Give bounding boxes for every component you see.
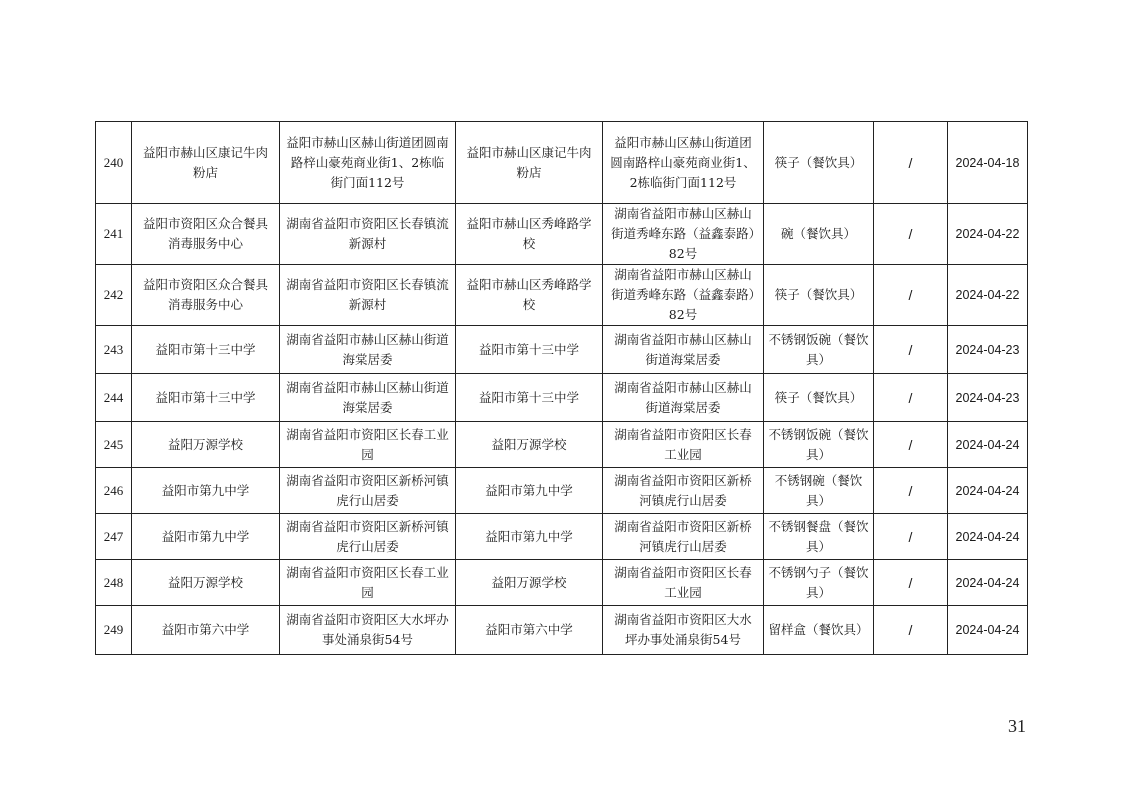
specification: / bbox=[874, 560, 948, 606]
sampled-unit-address: 益阳市赫山区赫山街道团圆南路梓山豪苑商业街1、2栋临街门面112号 bbox=[603, 122, 764, 204]
sampled-unit-address: 湖南省益阳市资阳区长春工业园 bbox=[603, 422, 764, 468]
producer-name: 益阳市第十三中学 bbox=[132, 374, 280, 422]
table-row bbox=[96, 468, 1028, 514]
table-row bbox=[96, 514, 1028, 560]
table-row bbox=[96, 204, 1028, 265]
sampled-unit-name: 益阳市赫山区秀峰路学校 bbox=[456, 204, 603, 265]
production-date: 2024-04-24 bbox=[948, 468, 1028, 514]
producer-name: 益阳市第六中学 bbox=[132, 606, 280, 655]
production-date: 2024-04-24 bbox=[948, 560, 1028, 606]
producer-address: 湖南省益阳市资阳区新桥河镇虎行山居委 bbox=[280, 468, 456, 514]
row-number: 247 bbox=[96, 514, 132, 560]
sampled-unit-address: 湖南省益阳市赫山区赫山街道海棠居委 bbox=[603, 326, 764, 374]
producer-address: 湖南省益阳市资阳区大水坪办事处涌泉街54号 bbox=[280, 606, 456, 655]
specification: / bbox=[874, 265, 948, 326]
specification: / bbox=[874, 468, 948, 514]
specification: / bbox=[874, 606, 948, 655]
sampled-unit-address: 湖南省益阳市赫山区赫山街道海棠居委 bbox=[603, 374, 764, 422]
table-row bbox=[96, 326, 1028, 374]
production-date: 2024-04-22 bbox=[948, 265, 1028, 326]
production-date: 2024-04-24 bbox=[948, 606, 1028, 655]
sampled-unit-name: 益阳万源学校 bbox=[456, 560, 603, 606]
producer-address: 湖南省益阳市赫山区赫山街道海棠居委 bbox=[280, 374, 456, 422]
sampled-unit-name: 益阳市第六中学 bbox=[456, 606, 603, 655]
row-number: 249 bbox=[96, 606, 132, 655]
production-date: 2024-04-22 bbox=[948, 204, 1028, 265]
producer-address: 湖南省益阳市资阳区新桥河镇虎行山居委 bbox=[280, 514, 456, 560]
sampled-unit-name: 益阳市第十三中学 bbox=[456, 374, 603, 422]
table-row bbox=[96, 560, 1028, 606]
table-row bbox=[96, 374, 1028, 422]
sample-item: 不锈钢餐盘（餐饮具） bbox=[764, 514, 874, 560]
sampled-unit-name: 益阳市赫山区秀峰路学校 bbox=[456, 265, 603, 326]
sample-item: 筷子（餐饮具） bbox=[764, 374, 874, 422]
producer-name: 益阳市第十三中学 bbox=[132, 326, 280, 374]
sample-item: 不锈钢饭碗（餐饮具） bbox=[764, 326, 874, 374]
specification: / bbox=[874, 122, 948, 204]
row-number: 242 bbox=[96, 265, 132, 326]
sampled-unit-address: 湖南省益阳市资阳区长春工业园 bbox=[603, 560, 764, 606]
production-date: 2024-04-23 bbox=[948, 326, 1028, 374]
page-number: 31 bbox=[1008, 716, 1026, 736]
table-row bbox=[96, 122, 1028, 204]
sampled-unit-address: 湖南省益阳市资阳区大水坪办事处涌泉街54号 bbox=[603, 606, 764, 655]
producer-address: 湖南省益阳市资阳区长春镇流新源村 bbox=[280, 265, 456, 326]
sampled-unit-address: 湖南省益阳市资阳区新桥河镇虎行山居委 bbox=[603, 468, 764, 514]
producer-name: 益阳市赫山区康记牛肉粉店 bbox=[132, 122, 280, 204]
specification: / bbox=[874, 422, 948, 468]
table-body bbox=[96, 122, 1028, 655]
row-number: 245 bbox=[96, 422, 132, 468]
row-number: 246 bbox=[96, 468, 132, 514]
specification: / bbox=[874, 514, 948, 560]
specification: / bbox=[874, 204, 948, 265]
producer-name: 益阳市第九中学 bbox=[132, 468, 280, 514]
producer-name: 益阳市资阳区众合餐具消毒服务中心 bbox=[132, 204, 280, 265]
producer-address: 湖南省益阳市资阳区长春镇流新源村 bbox=[280, 204, 456, 265]
producer-address: 湖南省益阳市资阳区长春工业园 bbox=[280, 560, 456, 606]
row-number: 243 bbox=[96, 326, 132, 374]
sampled-unit-name: 益阳市第九中学 bbox=[456, 468, 603, 514]
production-date: 2024-04-24 bbox=[948, 514, 1028, 560]
row-number: 244 bbox=[96, 374, 132, 422]
producer-address: 益阳市赫山区赫山街道团圆南路梓山豪苑商业街1、2栋临街门面112号 bbox=[280, 122, 456, 204]
sample-item: 碗（餐饮具） bbox=[764, 204, 874, 265]
sampled-unit-name: 益阳市第十三中学 bbox=[456, 326, 603, 374]
sample-item: 筷子（餐饮具） bbox=[764, 122, 874, 204]
sample-item: 筷子（餐饮具） bbox=[764, 265, 874, 326]
sampling-results-table bbox=[95, 121, 1028, 655]
sample-item: 不锈钢勺子（餐饮具） bbox=[764, 560, 874, 606]
sample-item: 不锈钢碗（餐饮具） bbox=[764, 468, 874, 514]
producer-name: 益阳市第九中学 bbox=[132, 514, 280, 560]
specification: / bbox=[874, 326, 948, 374]
producer-address: 湖南省益阳市赫山区赫山街道海棠居委 bbox=[280, 326, 456, 374]
sample-item: 不锈钢饭碗（餐饮具） bbox=[764, 422, 874, 468]
row-number: 240 bbox=[96, 122, 132, 204]
sampled-unit-address: 湖南省益阳市赫山区赫山街道秀峰东路（益鑫泰路）82号 bbox=[603, 265, 764, 326]
producer-name: 益阳万源学校 bbox=[132, 422, 280, 468]
sampled-unit-name: 益阳万源学校 bbox=[456, 422, 603, 468]
table-row bbox=[96, 265, 1028, 326]
sampled-unit-name: 益阳市赫山区康记牛肉粉店 bbox=[456, 122, 603, 204]
sampled-unit-address: 湖南省益阳市资阳区新桥河镇虎行山居委 bbox=[603, 514, 764, 560]
production-date: 2024-04-23 bbox=[948, 374, 1028, 422]
production-date: 2024-04-24 bbox=[948, 422, 1028, 468]
producer-name: 益阳市资阳区众合餐具消毒服务中心 bbox=[132, 265, 280, 326]
sampled-unit-name: 益阳市第九中学 bbox=[456, 514, 603, 560]
production-date: 2024-04-18 bbox=[948, 122, 1028, 204]
row-number: 248 bbox=[96, 560, 132, 606]
producer-address: 湖南省益阳市资阳区长春工业园 bbox=[280, 422, 456, 468]
specification: / bbox=[874, 374, 948, 422]
producer-name: 益阳万源学校 bbox=[132, 560, 280, 606]
table-row bbox=[96, 606, 1028, 655]
row-number: 241 bbox=[96, 204, 132, 265]
table-row bbox=[96, 422, 1028, 468]
sample-item: 留样盒（餐饮具） bbox=[764, 606, 874, 655]
sampled-unit-address: 湖南省益阳市赫山区赫山街道秀峰东路（益鑫泰路）82号 bbox=[603, 204, 764, 265]
